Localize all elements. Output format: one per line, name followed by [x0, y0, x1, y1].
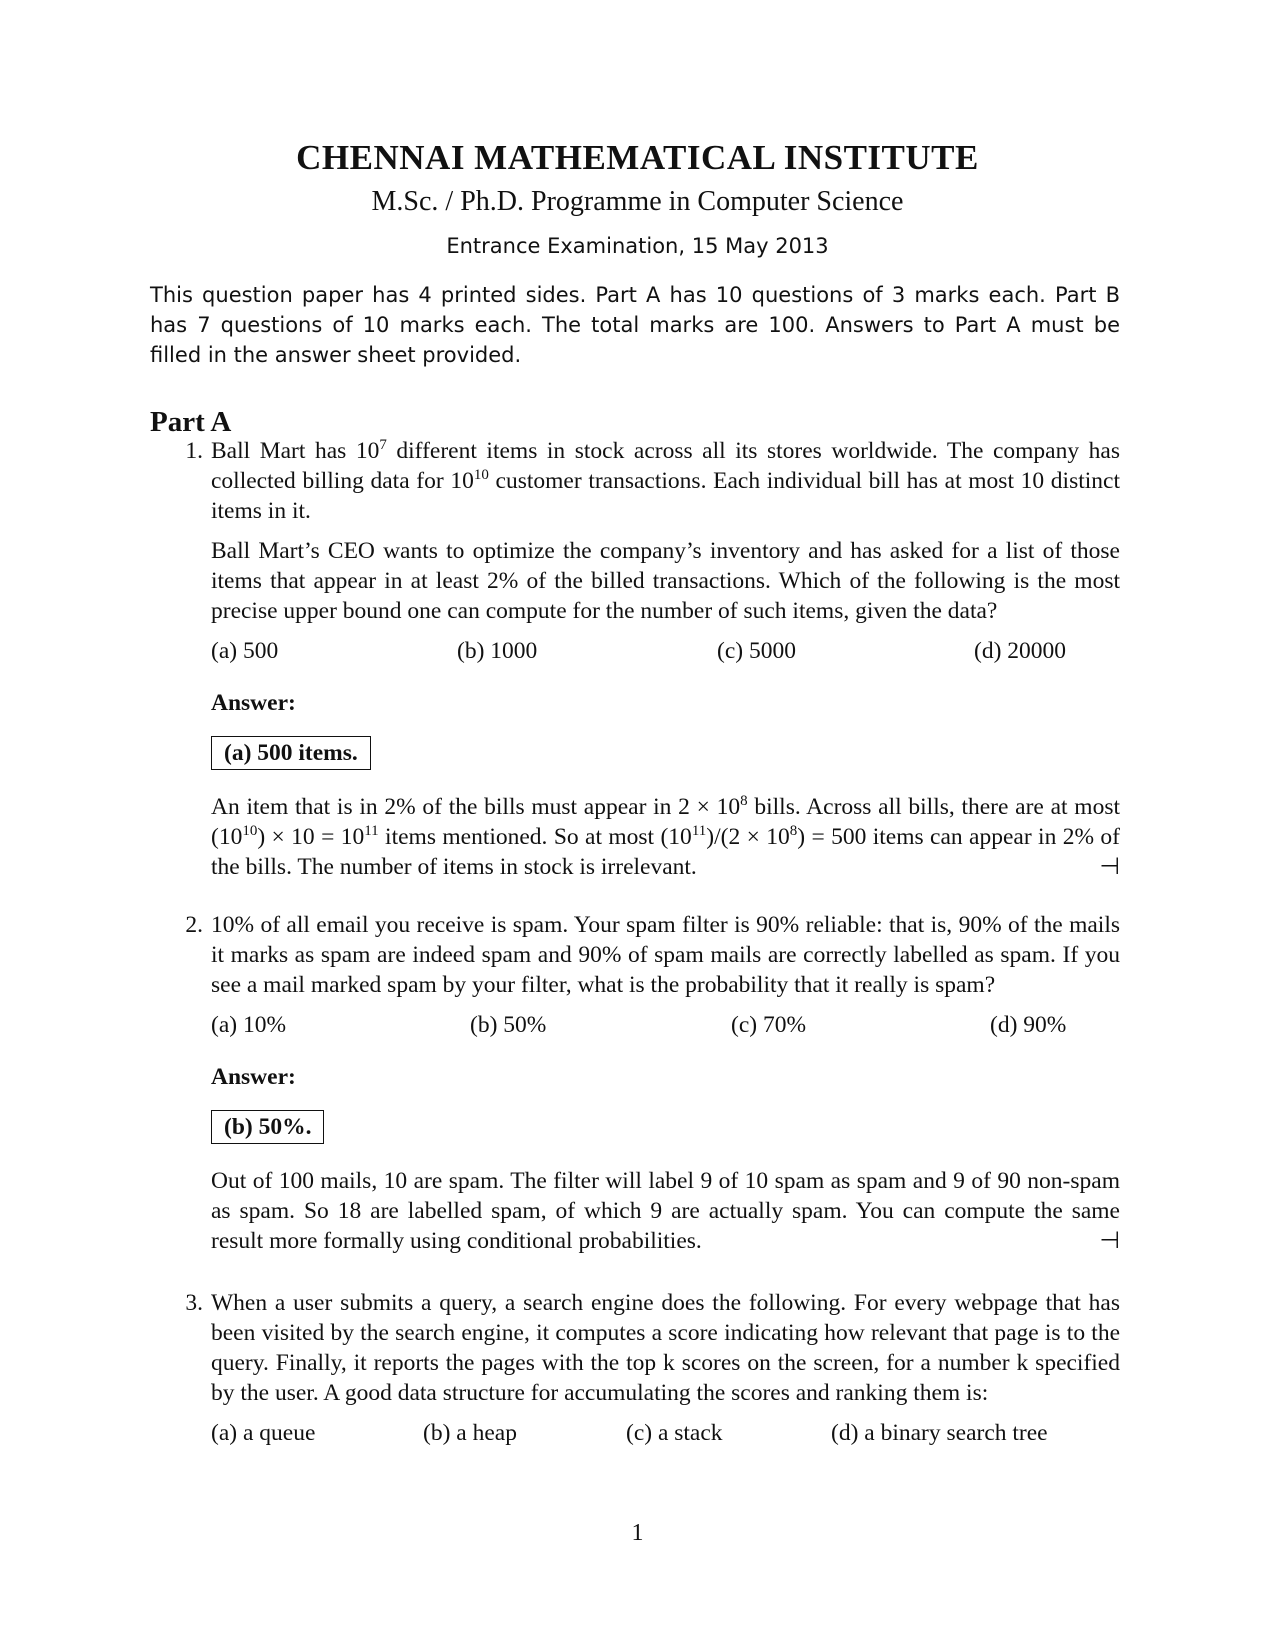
answer-explanation: An item that is in 2% of the bills must appear in $2 \times 10^8$ bills. Across all bills, there are at most $(10^{10}) \times 10 = 10^{11}$ items mentioned. So at most $(10^{11})/(2 \times 10^8) = 500$ items can appear in 2% of the bills. The number of items in stock is irrelevant. ⊣	[211, 793, 1120, 880]
question-2	[175, 910, 1120, 1256]
option-b: (b) 1000	[457, 638, 538, 664]
option-a: (a) a queue	[211, 1420, 316, 1446]
answer-box: (b) 50%.	[211, 1110, 324, 1144]
institute-title: CHENNAI MATHEMATICAL INSTITUTE	[296, 138, 979, 177]
option-b: (b) a heap	[423, 1420, 517, 1446]
end-of-proof-symbol: ⊣	[1099, 1228, 1120, 1254]
exam-date: Entrance Examination, 15 May 2013	[446, 234, 829, 258]
option-d: (d) 20000	[974, 638, 1067, 664]
question-number: 2.	[185, 912, 203, 938]
answer-options	[211, 1418, 1120, 1448]
question-number: 3.	[185, 1290, 203, 1316]
option-a: (a) 500	[211, 638, 279, 664]
answer-box: (a) 500 items.	[211, 736, 371, 770]
question-text-continued: Ball Mart’s CEO wants to optimize the company’s inventory and has asked for a list of those items that appear in at least 2% of the billed transactions. Which of the following is the most precise upper bound one can compute for the number of such items, given the data?	[211, 538, 1120, 624]
option-b: (b) 50%	[470, 1012, 547, 1038]
answer-label: Answer:	[211, 690, 296, 716]
page-number: 1	[631, 1520, 644, 1546]
question-3	[175, 1288, 1120, 1470]
question-text: 10% of all email you receive is spam. Your spam filter is 90% reliable: that is, 90% of the mails it marks as spam are indeed spam and 90% of spam mails are correctly labelled as spam. If you see a mail marked spam by your filter, what is the probability that it really is spam?	[211, 912, 1120, 998]
option-d: (d) 90%	[990, 1012, 1067, 1038]
question-number: 1.	[185, 438, 203, 464]
programme-subtitle: M.Sc. / Ph.D. Programme in Computer Science	[371, 186, 904, 217]
part-a-heading: Part A	[150, 406, 232, 438]
question-text: Ball Mart has $10^7$ different items in stock across all its stores worldwide. The company has collected billing data for $10^{10}$ customer transactions. Each individual bill has at most 10 distinct items in it.	[211, 437, 1120, 524]
option-c: (c) 70%	[731, 1012, 807, 1038]
end-of-proof-symbol: ⊣	[1099, 854, 1120, 880]
answer-options	[211, 636, 1120, 666]
option-c: (c) a stack	[626, 1420, 723, 1446]
answer-explanation: Out of 100 mails, 10 are spam. The filter will label 9 of 10 spam as spam and 9 of 90 non-spam as spam. So 18 are labelled spam, of which 9 are actually spam. You can compute the same result more formally using conditional probabilities. ⊣	[211, 1168, 1120, 1254]
question-text: When a user submits a query, a search engine does the following. For every webpage that has been visited by the search engine, it computes a score indicating how relevant that page is to the query. Finally, it reports the pages with the top k scores on the screen, for a number k specified by the user. A good data structure for accumulating the scores and ranking them is:	[211, 1290, 1120, 1406]
instructions-paragraph: This question paper has 4 printed sides. Part A has 10 questions of 3 marks each. Part B has 7 questions of 10 marks each. The total marks are 100. Answers to Part A must be filled in the answer sheet provided.	[150, 283, 1120, 367]
option-c: (c) 5000	[717, 638, 796, 664]
option-d: (d) a binary search tree	[831, 1420, 1048, 1446]
answer-options	[211, 1010, 1120, 1040]
question-1	[175, 436, 1120, 882]
answer-label: Answer:	[211, 1064, 296, 1090]
option-a: (a) 10%	[211, 1012, 287, 1038]
